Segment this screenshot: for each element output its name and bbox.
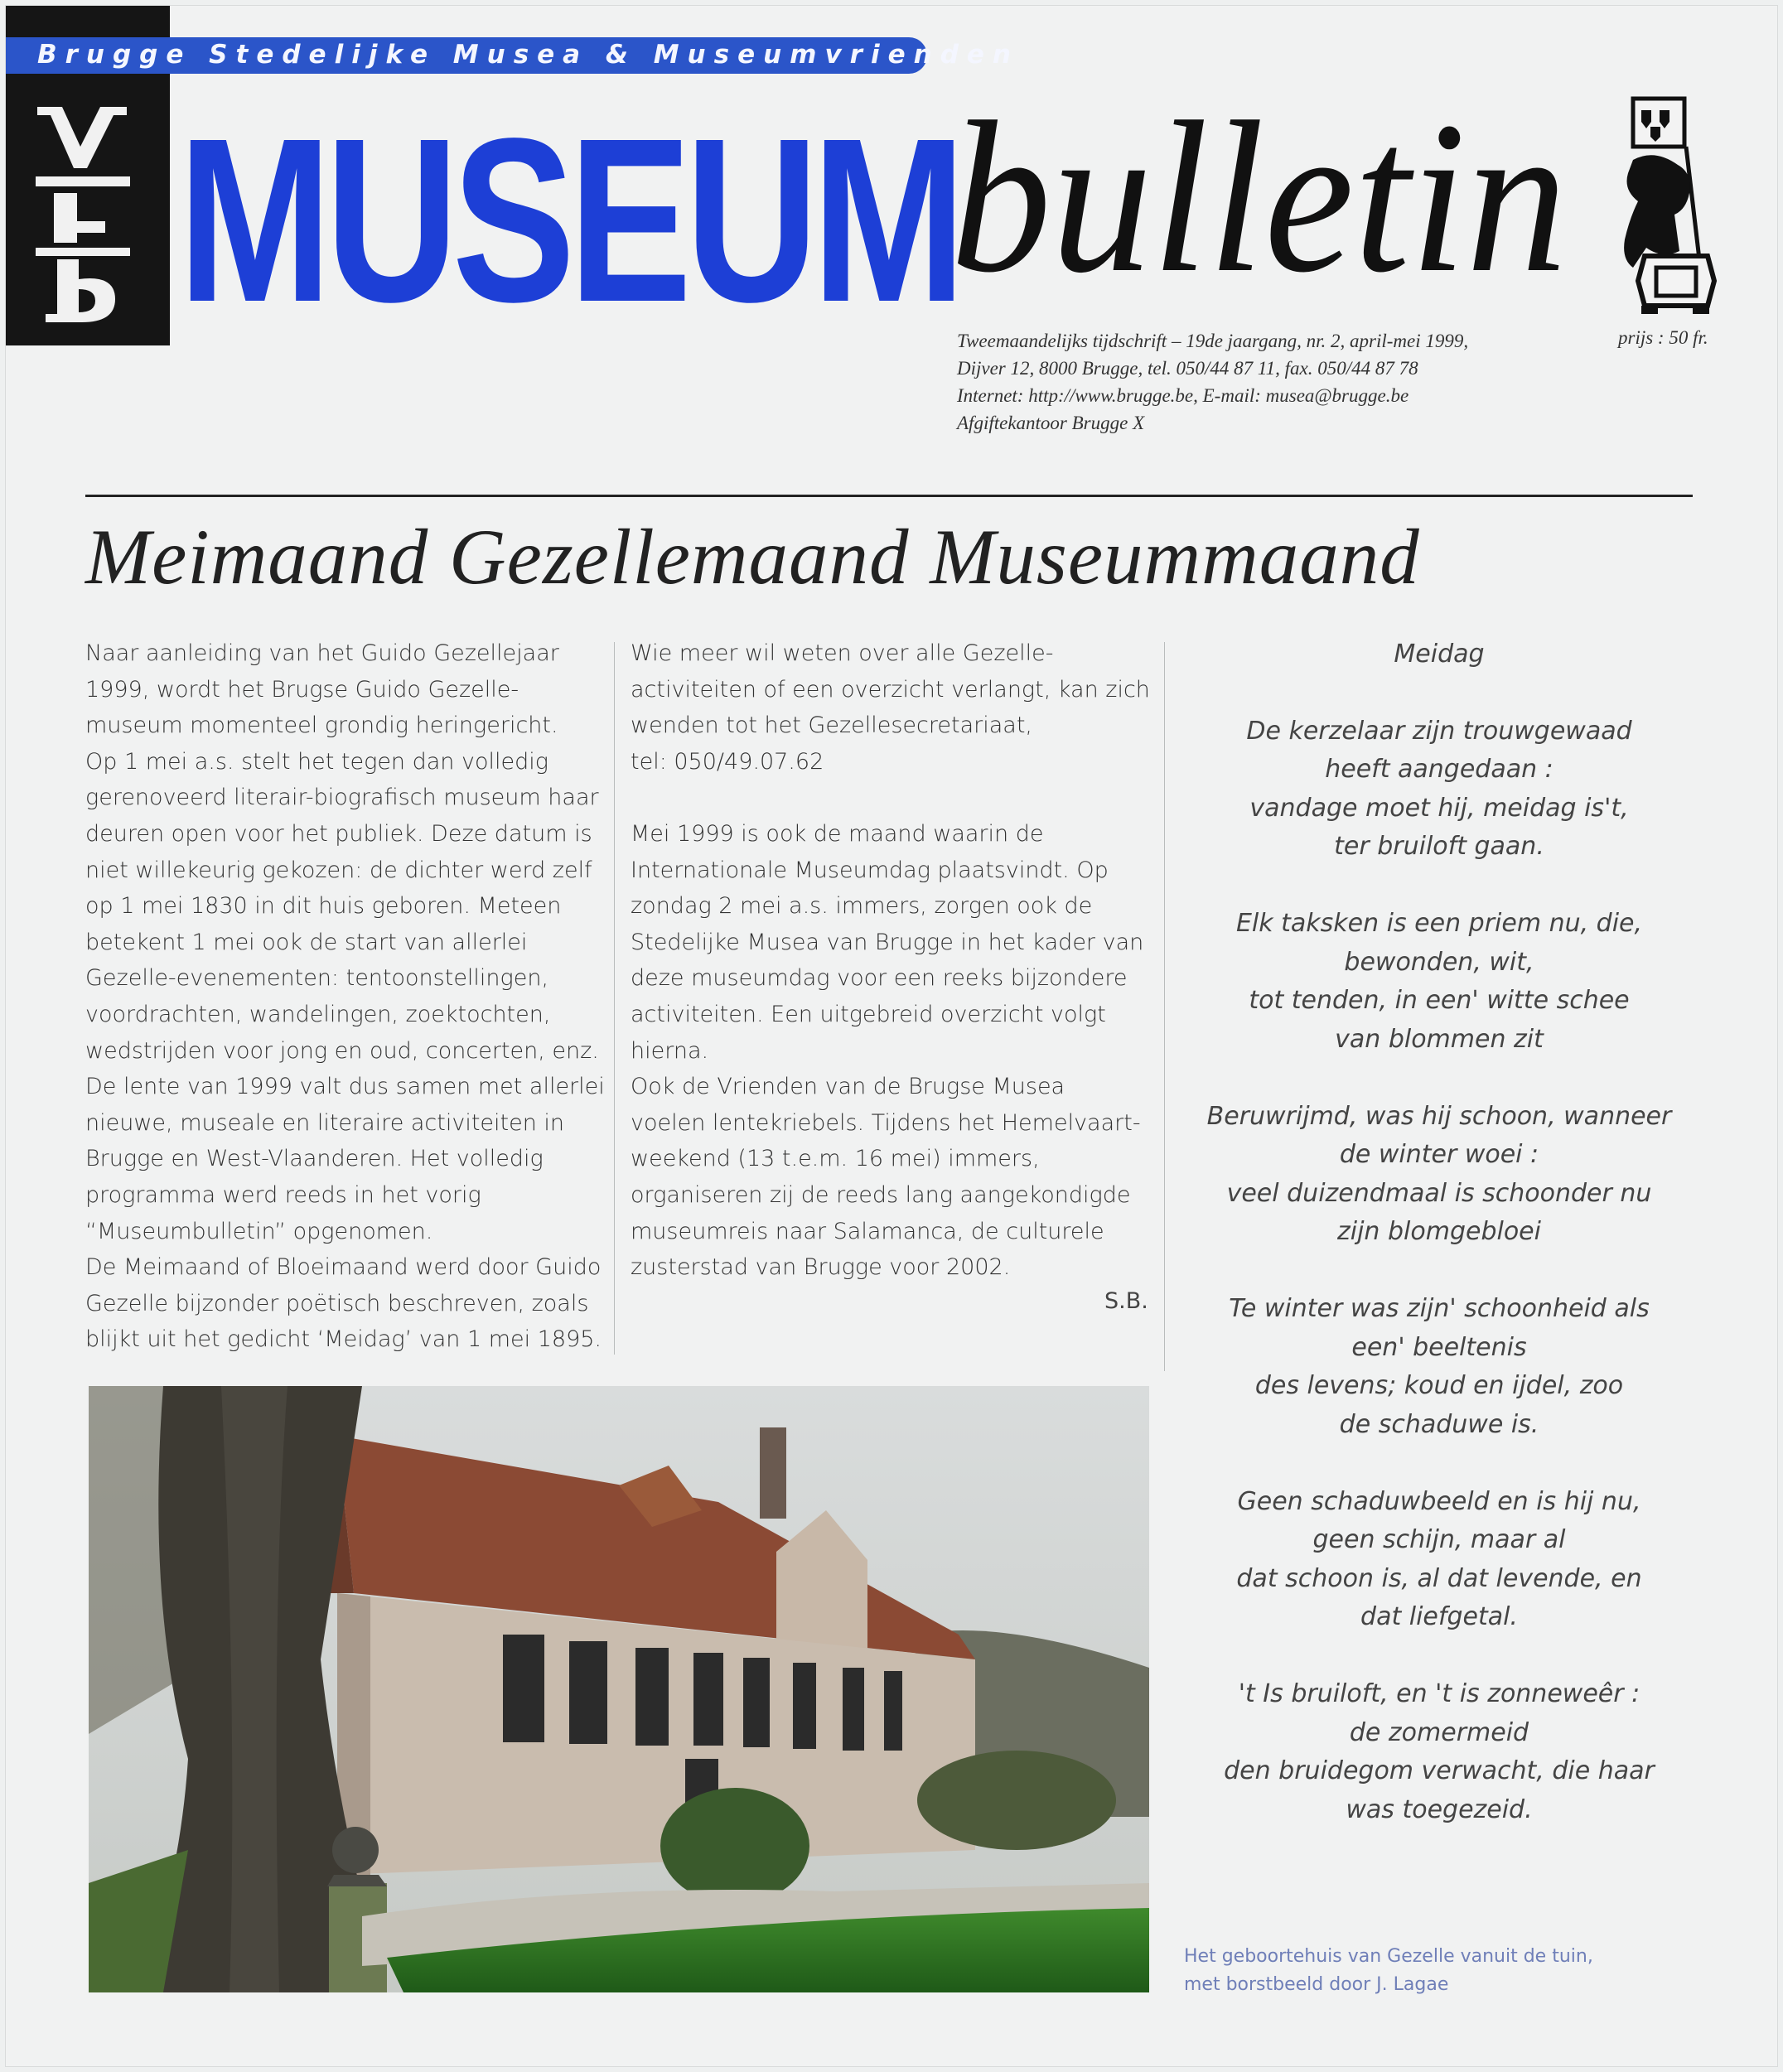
brugge-logo-icon: [29, 97, 137, 329]
text-line: activiteiten. Een uitgebreid overzicht volgt: [631, 1001, 1106, 1027]
poem-line: de schaduwe is.: [1339, 1409, 1539, 1439]
poem-line: Te winter was zijn' schoonheid als: [1229, 1294, 1650, 1323]
poem-line: was toegezeid.: [1346, 1794, 1533, 1824]
photo-caption: [1184, 1943, 1593, 1999]
article-headline: Meimaand Gezellemaand Museummaand: [85, 513, 1420, 601]
horizontal-rule: [85, 495, 1693, 497]
text-line: deze museumdag voor een reeks bijzondere: [631, 965, 1128, 992]
text-line: wenden tot het Gezellesecretariaat,: [631, 712, 1032, 739]
text-line: deuren open voor het publiek. Deze datum is: [85, 820, 592, 847]
poem-title: Meidag: [1394, 640, 1485, 669]
text-line: niet willekeurig gekozen: de dichter werd zelf: [85, 857, 592, 883]
text-line: Gezelle-evenementen: tentoonstellingen,: [85, 965, 549, 992]
poem-line: bewonden, wit,: [1344, 947, 1534, 977]
text-line: Internationale Museumdag plaatsvindt. Op: [631, 857, 1109, 883]
bear-mascot-icon: [1616, 94, 1724, 317]
text-line: zusterstad van Brugge voor 2002.: [631, 1254, 1011, 1281]
poem-line: Beruwrijmd, was hij schoon, wanneer: [1206, 1101, 1672, 1131]
text-line: hierna.: [631, 1037, 709, 1064]
caption-line: Het geboortehuis van Gezelle vanuit de tuin,: [1184, 1946, 1593, 1967]
text-line: De lente van 1999 valt dus samen met allerlei: [85, 1074, 605, 1100]
poem-line: een' beeltenis: [1351, 1332, 1527, 1362]
text-line: Brugge en West-Vlaanderen. Het volledig: [85, 1146, 544, 1172]
text-line: 1999, wordt het Brugse Guido Gezelle-: [85, 676, 519, 703]
title-bulletin: bulletin: [950, 77, 1568, 317]
info-line: Internet: http://www.brugge.be, E-mail: musea@brugge.be: [957, 385, 1409, 406]
poem-line: Elk taksken is een priem nu, die,: [1235, 909, 1643, 938]
text-line: nieuwe, museale en literaire activiteiten in: [85, 1109, 565, 1136]
info-line: Dijver 12, 8000 Brugge, tel. 050/44 87 11, fax. 050/44 87 78: [957, 358, 1418, 379]
poem-line: van blommen zit: [1335, 1024, 1544, 1054]
text-line: zondag 2 mei a.s. immers, zorgen ook de: [631, 893, 1093, 920]
poem-stanza: [1174, 905, 1704, 1059]
poem-stanza: [1174, 1483, 1704, 1637]
poem-line: tot tenden, in een' witte schee: [1249, 986, 1630, 1015]
article-column-2: [631, 635, 1150, 1286]
text-line: programma werd reeds in het vorig: [85, 1181, 481, 1208]
text-line: Wie meer wil weten over alle Gezelle-: [631, 640, 1054, 666]
caption-line: met borstbeeld door J. Lagae: [1184, 1974, 1449, 1995]
text-line: Op 1 mei a.s. stelt het tegen dan volledig: [85, 748, 548, 775]
text-line: wedstrijden voor jong en oud, concerten, enz.: [85, 1037, 599, 1064]
poem-stanza: [1174, 1098, 1704, 1252]
text-line: De Meimaand of Bloeimaand werd door Guido: [85, 1254, 602, 1281]
author-signature: S.B.: [1104, 1288, 1148, 1314]
poem-line: veel duizendmaal is schoonder nu: [1226, 1178, 1652, 1208]
text-line: betekent 1 mei ook de start van allerlei: [85, 929, 528, 955]
text-line: Gezelle bijzonder poëtisch beschreven, zoals: [85, 1290, 589, 1316]
poem-line: den bruidegom verwacht, die haar: [1224, 1756, 1655, 1785]
text-line: Stedelijke Musea van Brugge in het kader van: [631, 929, 1144, 955]
text-line: voelen lentekriebels. Tijdens het Hemelvaart-: [631, 1109, 1141, 1136]
column-divider: [1164, 642, 1165, 1371]
masthead-info: [957, 327, 1468, 437]
poem-line: heeft aangedaan :: [1325, 755, 1553, 784]
column-divider: [614, 642, 615, 1355]
text-line: voordrachten, wandelingen, zoektochten,: [85, 1001, 551, 1027]
poem-line: Geen schaduwbeeld en is hij nu,: [1237, 1486, 1641, 1516]
poem-line: ter bruiloft gaan.: [1334, 832, 1544, 861]
text-line: weekend (13 t.e.m. 16 mei) immers,: [631, 1146, 1040, 1172]
poem-line: 't Is bruiloft, en 't is zonneweêr :: [1238, 1679, 1640, 1708]
text-line: museumreis naar Salamanca, de culturele: [631, 1218, 1104, 1244]
header-banner: [6, 37, 1019, 74]
poem-stanza: [1174, 1675, 1704, 1829]
text-line: tel: 050/49.07.62: [631, 748, 824, 775]
poem-stanza: [1174, 1290, 1704, 1444]
price-label: prijs : 50 fr.: [1618, 327, 1708, 348]
poem-line: zijn blomgebloei: [1337, 1217, 1541, 1246]
house-garden-image: [89, 1386, 1149, 1992]
photo-gezelle-birthhouse: [89, 1386, 1149, 1992]
poem-line: dat schoon is, al dat levende, en: [1236, 1563, 1642, 1593]
text-line: Ook de Vrienden van de Brugse Musea: [631, 1074, 1065, 1100]
banner-text: Brugge Stedelijke Musea & Museumvrienden: [37, 40, 1019, 70]
text-line: blijkt uit het gedicht ‘Meidag’ van 1 mei 1895.: [85, 1326, 602, 1353]
text-line: op 1 mei 1830 in dit huis geboren. Meteen: [85, 893, 562, 920]
title-museum: MUSEUM: [178, 89, 959, 350]
text-line: Mei 1999 is ook de maand waarin de: [631, 820, 1044, 847]
poem-line: de winter woei :: [1339, 1140, 1539, 1169]
poem-line: de zomermeid: [1349, 1717, 1529, 1747]
text-line: activiteiten of een overzicht verlangt, kan zich: [631, 676, 1150, 703]
text-line: organiseren zij de reeds lang aangekondigde: [631, 1181, 1131, 1208]
poem-line: dat liefgetal.: [1360, 1602, 1518, 1631]
info-line: Afgiftekantoor Brugge X: [957, 413, 1145, 433]
poem-stanza: [1174, 712, 1704, 867]
text-line: “Museumbulletin” opgenomen.: [85, 1218, 433, 1244]
text-line: museum momenteel grondig heringericht.: [85, 712, 558, 739]
bulletin-page: [5, 5, 1778, 2067]
article-column-1: [85, 635, 605, 1358]
text-line: [631, 780, 1150, 816]
poem-line: vandage moet hij, meidag is't,: [1249, 793, 1629, 823]
poem-line: geen schijn, maar al: [1312, 1525, 1566, 1554]
text-line: Naar aanleiding van het Guido Gezellejaar: [85, 640, 559, 666]
text-line: gerenoveerd literair-biografisch museum haar: [85, 785, 599, 811]
info-line: Tweemaandelijks tijdschrift – 19de jaargang, nr. 2, april-mei 1999,: [957, 331, 1469, 351]
poem-meidag: [1174, 635, 1704, 1868]
poem-line: des levens; koud en ijdel, zoo: [1254, 1371, 1624, 1400]
poem-line: De kerzelaar zijn trouwgewaad: [1246, 716, 1632, 746]
